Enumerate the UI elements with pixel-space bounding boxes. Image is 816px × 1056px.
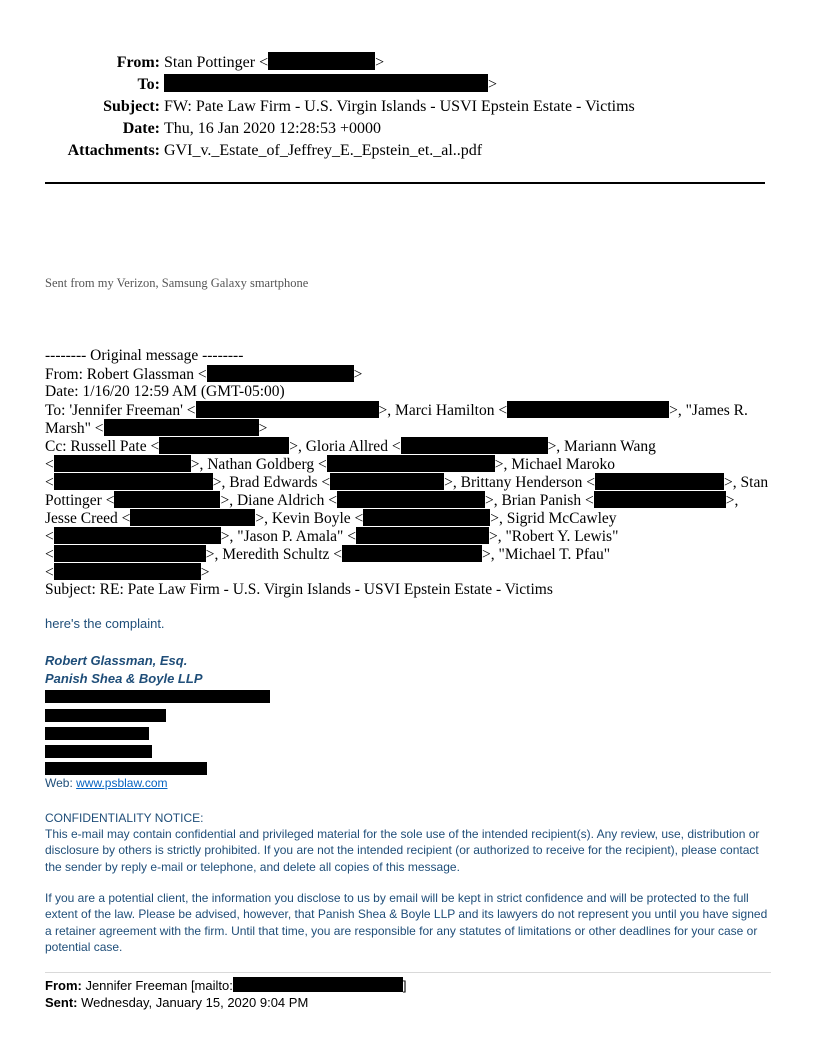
original-from-close: > — [353, 366, 363, 383]
cc-text: >, "Robert Y. Lewis" — [488, 528, 619, 545]
from-close: > — [375, 54, 385, 71]
redaction — [45, 762, 207, 775]
original-subject: Subject: RE: Pate Law Firm - U.S. Virgin Islands - USVI Epstein Estate - Victims — [45, 581, 553, 598]
cc-text: > — [200, 564, 210, 581]
original-to-line-2 — [45, 419, 775, 437]
redaction — [164, 74, 488, 92]
cc-text: >, Michael Maroko — [494, 456, 615, 473]
message-body-text: here's the complaint. — [45, 616, 165, 631]
signature-name: Robert Glassman, Esq. — [45, 653, 188, 668]
to-text: > — [258, 420, 268, 437]
attachments-label: Attachments: — [67, 142, 160, 159]
cc-text: Cc: Russell Pate < — [45, 438, 160, 455]
redaction — [45, 709, 166, 722]
original-message — [45, 347, 775, 599]
redaction — [594, 491, 726, 508]
redaction — [507, 401, 669, 418]
cc-text: >, Stan — [724, 474, 769, 491]
original-divider: -------- Original message -------- — [45, 347, 244, 364]
signature-firm: Panish Shea & Boyle LLP — [45, 671, 203, 686]
cc-text: >, Mariann Wang — [547, 438, 656, 455]
redaction — [114, 491, 220, 508]
header-divider — [45, 182, 765, 184]
client-notice-paragraph: If you are a potential client, the information you disclose to us by email will be kept in strict confidence and will be protected to the full extent of the law. Please be advised, however, that Panish Shea & Boyle LLP and its lawyers do not represent you until you have signed a retainer agreement with the firm. Until that time, you are responsible for any statutes of limitations or other deadlines for your case or potential case. — [45, 891, 768, 954]
original-cc-line-2 — [45, 455, 775, 473]
original-cc-line-5 — [45, 509, 775, 527]
original-from-text: From: Robert Glassman < — [45, 366, 207, 383]
redaction — [54, 527, 221, 544]
redaction — [327, 455, 495, 472]
forward-sent — [45, 995, 308, 1010]
forward-from-value: Jennifer Freeman [mailto: — [81, 978, 233, 993]
subject-value: FW: Pate Law Firm - U.S. Virgin Islands - USVI Epstein Estate - Victims — [164, 98, 635, 115]
original-cc-line-8 — [45, 563, 775, 581]
redaction — [342, 545, 482, 562]
cc-text: < — [45, 564, 54, 581]
redaction — [54, 455, 191, 472]
redaction — [207, 365, 354, 382]
redaction — [45, 690, 270, 703]
date-label: Date: — [122, 120, 160, 137]
redaction — [159, 437, 289, 454]
attachment-filename[interactable]: GVI_v._Estate_of_Jeffrey_E._Epstein_et._al..pdf — [164, 142, 483, 159]
forward-divider — [45, 972, 771, 973]
header-attachments-row — [0, 140, 816, 162]
header-subject-row — [0, 96, 816, 118]
cc-text: >, Meredith Schultz < — [205, 546, 343, 563]
redaction — [54, 563, 201, 580]
original-cc-line-7 — [45, 545, 775, 563]
cc-text: < — [45, 546, 54, 563]
header-from-row — [0, 52, 816, 74]
cc-text: >, Brittany Henderson < — [444, 474, 596, 491]
header-date-row — [0, 118, 816, 140]
redaction — [130, 509, 255, 526]
original-cc-line-3 — [45, 473, 775, 491]
from-label: From: — [116, 54, 160, 71]
forward-sent-label: Sent: — [45, 995, 78, 1010]
cc-text: >, Sigrid McCawley — [490, 510, 617, 527]
cc-text: >, Brad Edwards < — [212, 474, 331, 491]
date-value: Thu, 16 Jan 2020 12:28:53 +0000 — [164, 120, 382, 137]
original-to-line-1 — [45, 401, 775, 419]
cc-text: >, Gloria Allred < — [289, 438, 401, 455]
cc-text: < — [45, 456, 54, 473]
cc-text: Pottinger < — [45, 492, 115, 509]
web-line — [45, 776, 168, 790]
forward-sent-value: Wednesday, January 15, 2020 9:04 PM — [77, 995, 309, 1010]
cc-text: >, — [725, 492, 739, 509]
original-cc-line-1 — [45, 437, 775, 455]
original-from — [45, 365, 775, 383]
cc-text: < — [45, 474, 54, 491]
redaction — [196, 401, 379, 418]
redaction — [337, 491, 485, 508]
redaction — [595, 473, 724, 490]
header-to-row — [0, 74, 816, 96]
web-label: Web: — [45, 776, 77, 790]
redaction — [268, 52, 375, 70]
subject-label: Subject: — [103, 98, 160, 115]
to-close: > — [488, 76, 498, 93]
to-text: >, Marci Hamilton < — [378, 402, 508, 419]
redaction — [45, 727, 149, 740]
from-name: Stan Pottinger < — [164, 54, 269, 71]
redaction — [356, 527, 489, 544]
cc-text: >, Diane Aldrich < — [220, 492, 337, 509]
redaction — [45, 745, 152, 758]
to-text: >, "James R. — [669, 402, 748, 419]
original-date: Date: 1/16/20 12:59 AM (GMT-05:00) — [45, 383, 285, 400]
to-value — [164, 74, 497, 96]
cc-text: >, Kevin Boyle < — [255, 510, 364, 527]
cc-text: >, Nathan Goldberg < — [190, 456, 327, 473]
to-text: Marsh" < — [45, 420, 104, 437]
from-value — [164, 52, 384, 74]
forward-from-label: From: — [45, 978, 82, 993]
confidentiality-title: CONFIDENTIALITY NOTICE: — [45, 811, 204, 825]
redaction — [54, 545, 206, 562]
redaction — [104, 419, 259, 436]
cc-text: >, "Jason P. Amala" < — [220, 528, 356, 545]
to-label: To: — [137, 76, 160, 93]
redaction — [401, 437, 548, 454]
website-link[interactable]: www.psblaw.com — [76, 776, 168, 790]
cc-text: >, "Michael T. Pfau" — [482, 546, 611, 563]
cc-text: >, Brian Panish < — [484, 492, 594, 509]
forward-from — [45, 977, 406, 993]
original-cc-line-6 — [45, 527, 775, 545]
redaction — [330, 473, 444, 490]
sent-from-line: Sent from my Verizon, Samsung Galaxy smartphone — [45, 276, 309, 290]
forward-from-close: ] — [402, 978, 407, 993]
cc-text: < — [45, 528, 54, 545]
redaction — [54, 473, 213, 490]
redaction — [363, 509, 490, 526]
redaction — [233, 977, 403, 992]
confidentiality-paragraph: This e-mail may contain confidential and privileged material for the sole use of the intended recipient(s). Any review, use, distribution or disclosure by others is strictly prohibited. If you are not the intended recipient (or authorized to receive for the recipient), please contact the sender by reply e-mail or telephone, and delete all copies of this message. — [45, 827, 760, 874]
original-cc-line-4 — [45, 491, 775, 509]
to-text: To: 'Jennifer Freeman' < — [45, 402, 196, 419]
cc-text: Jesse Creed < — [45, 510, 131, 527]
